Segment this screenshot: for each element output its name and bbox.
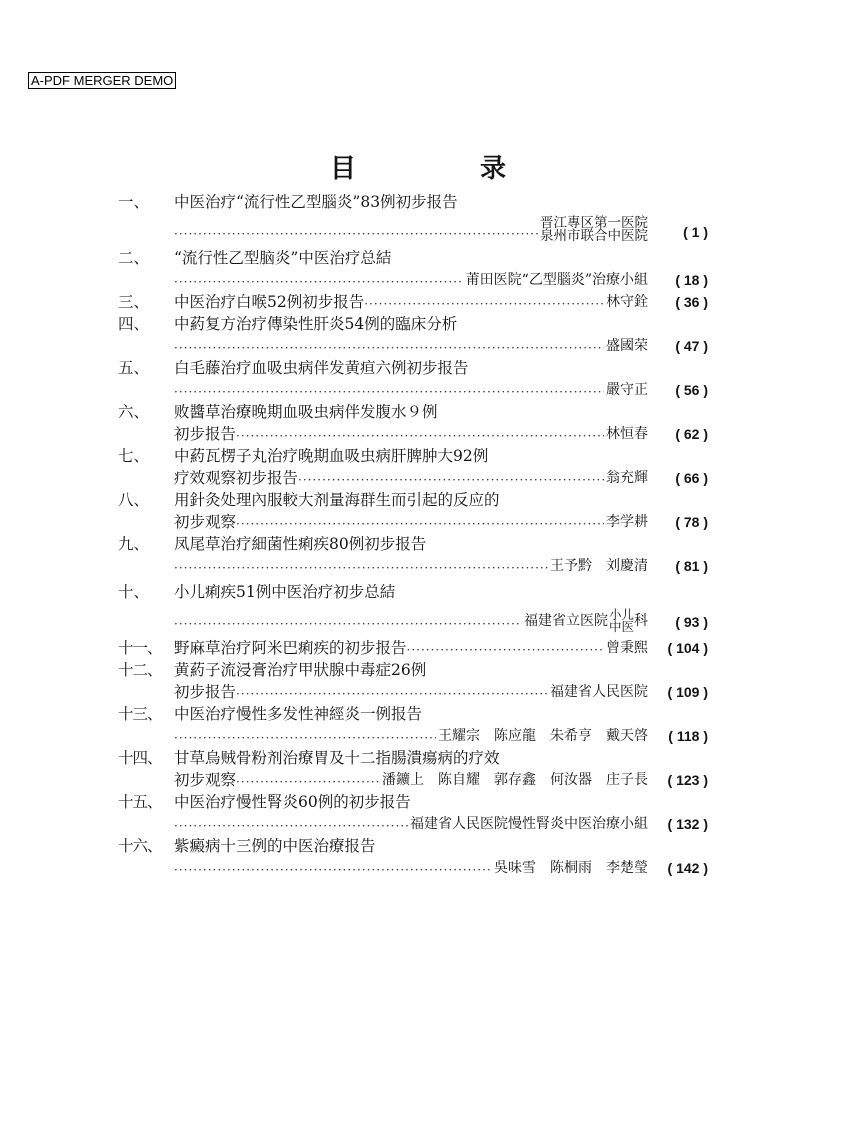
author-department-line-2: 中医: [608, 619, 634, 634]
page-number[interactable]: ( 36 ): [675, 294, 708, 310]
page-number[interactable]: ( 142 ): [667, 860, 708, 876]
toc-entry-10[interactable]: [118, 581, 708, 633]
entry-author: 翁充輝: [606, 470, 648, 486]
entry-author: 林守銓: [606, 294, 648, 310]
entry-number: 八、: [118, 491, 150, 509]
page-number[interactable]: ( 56 ): [675, 382, 708, 398]
dot-leader: [174, 273, 464, 291]
entry-author: 盛國荣: [606, 338, 648, 354]
entry-author: 莆田医院“乙型腦炎”治療小組: [465, 272, 648, 288]
entry-title[interactable]: 中医治疗慢性腎炎60例的初步报告: [174, 793, 411, 811]
entry-author: 福建省人民医院慢性腎炎中医治療小組: [410, 816, 648, 832]
entry-number: 十五、: [118, 793, 162, 811]
entry-title[interactable]: 紫癜病十三例的中医治療报告: [174, 837, 376, 855]
toc-entry-11[interactable]: [118, 637, 708, 659]
entry-title[interactable]: 黄葯子流浸膏治疗甲狀腺中毒症26例: [174, 661, 427, 679]
entry-title[interactable]: 白毛藤治疗血吸虫病伴发黄疸六例初步报告: [174, 359, 469, 377]
entry-number: 五、: [118, 359, 150, 377]
entry-title-continued[interactable]: 疗效观察初步报告: [174, 469, 299, 487]
toc-entry-7[interactable]: [118, 445, 708, 489]
toc-entry-2[interactable]: [118, 247, 708, 291]
dot-leader: [236, 773, 380, 791]
entry-number: 二、: [118, 249, 150, 267]
dot-leader: [174, 383, 604, 401]
page-number[interactable]: ( 66 ): [675, 470, 708, 486]
author-suffix: 科: [634, 613, 648, 629]
entry-number: 十、: [118, 583, 150, 601]
entry-author: 吳味雪 陈桐雨 李楚瑩: [494, 860, 648, 876]
toc-entry-16[interactable]: [118, 835, 708, 879]
author-line-2: 泉州市联合中医院: [540, 228, 648, 244]
dot-leader: [236, 685, 548, 703]
entry-author: 王予黔 刘慶清: [550, 558, 648, 574]
toc-entry-5[interactable]: [118, 357, 708, 401]
entry-title[interactable]: 用針灸处理內服較大剂量海群生而引起的反应的: [174, 491, 500, 509]
author-department-line-1: 小儿: [608, 607, 634, 622]
dot-leader: [174, 615, 522, 633]
entry-title[interactable]: 败醬草治療晚期血吸虫病伴发腹水９例: [174, 403, 438, 421]
entry-title[interactable]: 中葯瓦楞子丸治疗晚期血吸虫病肝脾肿大92例: [174, 447, 489, 465]
entry-author: 林恒春: [606, 426, 648, 442]
entry-author: 王耀宗 陈应龍 朱希亨 戴天啓: [438, 728, 648, 744]
toc-entry-8[interactable]: [118, 489, 708, 533]
page-number[interactable]: ( 132 ): [667, 816, 708, 832]
dot-leader: [174, 559, 548, 577]
page-number[interactable]: ( 104 ): [667, 640, 708, 656]
watermark-label: A-PDF MERGER DEMO: [28, 72, 176, 89]
dot-leader: [236, 515, 604, 533]
toc-entry-9[interactable]: [118, 533, 708, 577]
page-number[interactable]: ( 93 ): [675, 614, 708, 630]
page-number[interactable]: ( 47 ): [675, 338, 708, 354]
author-line-1: 晋江專区第一医院: [540, 215, 648, 231]
dot-leader: [174, 861, 492, 879]
dot-leader: [174, 729, 436, 747]
entry-title[interactable]: 中医治疗白喉52例初步报告: [174, 293, 365, 311]
entry-title-continued[interactable]: 初步观察: [174, 513, 237, 531]
page-number[interactable]: ( 18 ): [675, 272, 708, 288]
entry-title[interactable]: 中葯复方治疗傳染性肝炎54例的臨床分析: [174, 315, 458, 333]
entry-number: 九、: [118, 535, 150, 553]
entry-title[interactable]: 凤尾草治疗細菌性痢疾80例初步报告: [174, 535, 427, 553]
entry-title[interactable]: 野麻草治疗阿米巴痢疾的初步报告: [174, 639, 407, 657]
page-number[interactable]: ( 118 ): [668, 728, 708, 744]
author-prefix: 福建省立医院: [523, 613, 608, 629]
entry-author: 李学耕: [606, 514, 648, 530]
toc-entry-4[interactable]: [118, 313, 708, 357]
entry-author: 潘鑛上 陈自耀 郭存鑫 何汝器 庄子長: [382, 772, 648, 788]
dot-leader: [174, 225, 538, 243]
page-number[interactable]: ( 123 ): [667, 772, 708, 788]
entry-number: 十三、: [118, 705, 162, 723]
dot-leader: [174, 339, 604, 357]
entry-title[interactable]: 小儿痢疾51例中医治疗初步总結: [174, 583, 396, 601]
page-title: [330, 148, 507, 185]
entry-number: 十一、: [118, 639, 162, 657]
page-number[interactable]: ( 78 ): [675, 514, 708, 530]
entry-title[interactable]: 中医治疗“流行性乙型腦炎”83例初步报告: [174, 193, 458, 211]
entry-author: 曾秉熙: [606, 640, 648, 656]
page-number[interactable]: ( 109 ): [667, 684, 708, 700]
entry-number: 六、: [118, 403, 150, 421]
dot-leader: [407, 641, 604, 659]
dot-leader: [364, 295, 604, 313]
page-number[interactable]: ( 81 ): [675, 558, 708, 574]
entry-number: 一、: [118, 193, 150, 211]
entry-number: 四、: [118, 315, 150, 333]
toc-entry-6[interactable]: [118, 401, 708, 445]
toc-entry-13[interactable]: [118, 703, 708, 747]
entry-title[interactable]: “流行性乙型脑炎”中医治疗总結: [174, 249, 392, 267]
entry-number: 三、: [118, 293, 150, 311]
title-char-2: 录: [480, 154, 507, 184]
entry-title-continued[interactable]: 初步报告: [174, 683, 237, 701]
entry-author: 嚴守正: [606, 382, 648, 398]
toc-entry-12[interactable]: [118, 659, 708, 703]
dot-leader: [298, 471, 604, 489]
entry-author: [524, 609, 648, 633]
dot-leader: [236, 427, 604, 445]
toc-entry-14[interactable]: [118, 747, 708, 791]
entry-title-continued[interactable]: 初步观察: [174, 771, 237, 789]
page-number[interactable]: ( 62 ): [675, 426, 708, 442]
toc-entry-3[interactable]: [118, 291, 708, 313]
entry-title[interactable]: 甘草烏贼骨粉剂治療胃及十二指腸潰瘍病的疗效: [174, 749, 500, 767]
toc-entry-15[interactable]: [118, 791, 708, 835]
toc-entry-1[interactable]: [118, 191, 708, 243]
entry-number: 十四、: [118, 749, 162, 767]
table-of-contents: [118, 191, 708, 879]
author-department: [609, 609, 634, 633]
page-number[interactable]: ( 1 ): [683, 224, 708, 240]
entry-title[interactable]: 中医治疗慢性多发性神經炎一例报告: [174, 705, 423, 723]
dot-leader: [174, 817, 408, 835]
entry-number: 七、: [118, 447, 150, 465]
title-char-1: 目: [330, 154, 357, 184]
entry-number: 十六、: [118, 837, 162, 855]
entry-author: [540, 217, 648, 243]
entry-number: 十二、: [118, 661, 162, 679]
entry-title-continued[interactable]: 初步报告: [174, 425, 237, 443]
entry-author: 福建省人民医院: [550, 684, 648, 700]
